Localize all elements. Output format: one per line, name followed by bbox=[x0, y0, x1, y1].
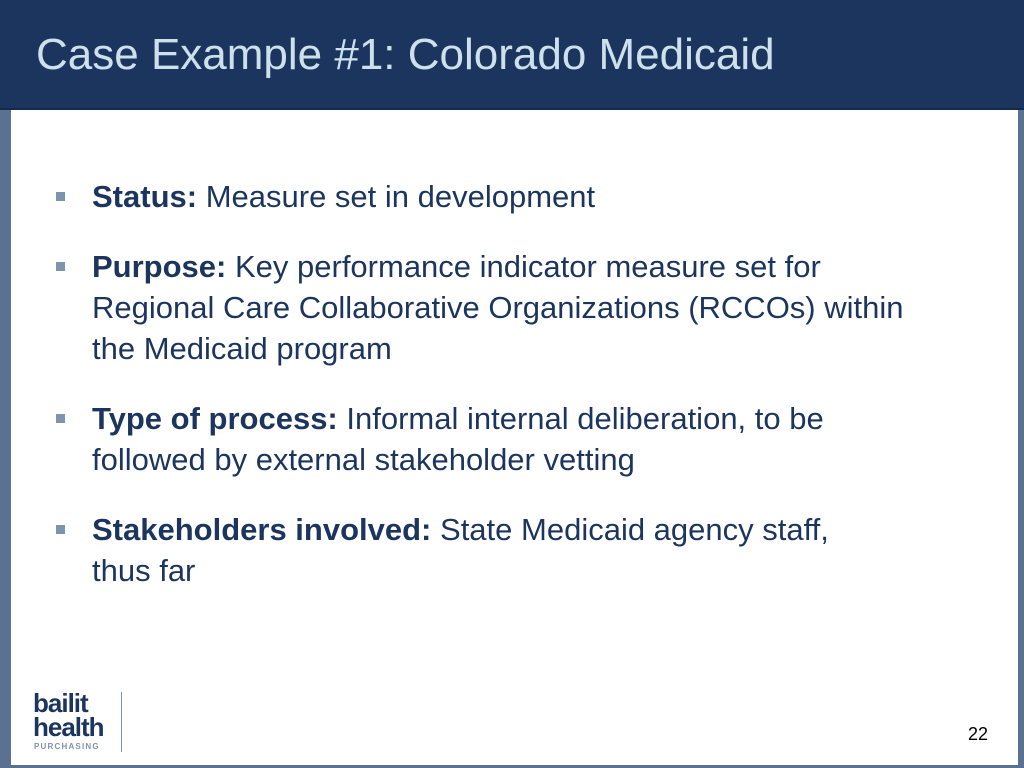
square-bullet-icon bbox=[56, 414, 65, 423]
bullet-stakeholders bbox=[56, 509, 832, 591]
left-frame-bar bbox=[0, 0, 11, 768]
bullet-list bbox=[56, 176, 936, 620]
bullet-text: Measure set in development bbox=[205, 179, 596, 214]
bailit-health-logo bbox=[33, 690, 133, 754]
bullet-status bbox=[56, 176, 936, 217]
bullet-label: Type of process: bbox=[92, 401, 338, 436]
logo-divider bbox=[121, 692, 122, 752]
bullet-text: State Medicaid agency staff, thus far bbox=[92, 512, 829, 588]
bullet-text: Informal internal deliberation, to be followed by external stakeholder vetting bbox=[92, 401, 824, 477]
logo-line-3: PURCHASING bbox=[34, 742, 100, 751]
square-bullet-icon bbox=[56, 262, 65, 271]
title-bar bbox=[0, 0, 1024, 110]
bullet-text: Key performance indicator measure set for Regional Care Collaborative Organizations (RCCOs) within the Medicaid program bbox=[92, 249, 904, 366]
bullet-purpose bbox=[56, 246, 936, 369]
bullet-label: Stakeholders involved: bbox=[92, 512, 432, 547]
page-number: 22 bbox=[967, 724, 988, 744]
bullet-label: Purpose: bbox=[92, 249, 227, 284]
square-bullet-icon bbox=[56, 525, 65, 534]
bullet-type-of-process bbox=[56, 398, 936, 480]
bullet-label: Status: bbox=[92, 179, 198, 214]
right-frame-bar bbox=[1018, 0, 1024, 768]
slide-title: Case Example #1: Colorado Medicaid bbox=[36, 30, 775, 79]
logo-line-2: health bbox=[33, 712, 104, 742]
logo-line-1: bailit bbox=[33, 688, 88, 718]
square-bullet-icon bbox=[56, 192, 65, 201]
